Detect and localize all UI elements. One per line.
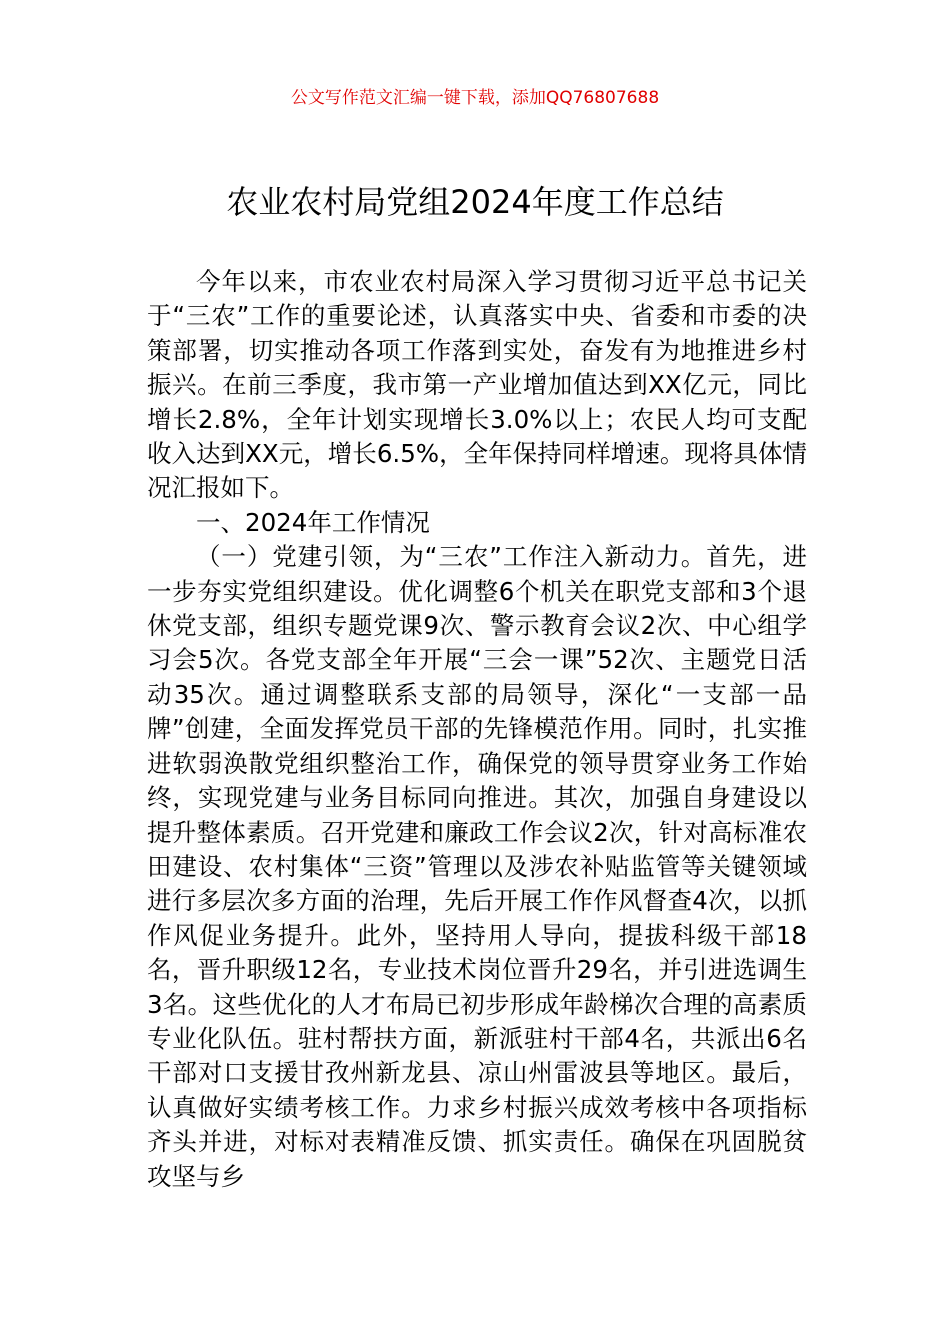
download-notice: 公文写作范文汇编一键下载，添加QQ76807688 bbox=[290, 88, 660, 108]
part-one-paragraph: （一）党建引领，为“三农”工作注入新动力。首先，进一步夯实党组织建设。优化调整6个机关在职党支部和3个退休党支部，组织专题党课9次、警示教育会议2次、中心组学习会5次。各党支部全年开展“三会一课”52次、主题党日活动35次。通过调整联系支部的局领导，深化“一支部一品牌”创建，全面发挥党员干部的先锋模范作用。同时，扎实推进软弱涣散党组织整治工作，确保党的领导贯穿业务工作始终，实现党建与业务目标同向推进。其次，加强自身建设以提升整体素质。召开党建和廉政工作会议2次，针对高标准农田建设、农村集体“三资”管理以及涉农补贴监管等关键领域进行多层次多方面的治理，先后开展工作作风督查4次，以抓作风促业务提升。此外，坚持用人导向，提拔科级干部18名，晋升职级12名，专业技术岗位晋升29名，并引进选调生3名。这些优化的人才布局已初步形成年龄梯次合理的高素质专业化队伍。驻村帮扶方面，新派驻村干部4名，共派出6名干部对口支援甘孜州新龙县、凉山州雷波县等地区。最后，认真做好实绩考核工作。力求乡村振兴成效考核中各项指标齐头并进，对标对表精准反馈、抓实责任。确保在巩固脱贫攻坚与乡 bbox=[147, 542, 807, 1191]
document-body bbox=[147, 265, 807, 1194]
section-heading: 一、2024年工作情况 bbox=[196, 507, 430, 537]
document-title: 农业农村局党组2024年度工作总结 bbox=[226, 183, 724, 221]
intro-paragraph: 今年以来，市农业农村局深入学习贯彻习近平总书记关于“三农”工作的重要论述，认真落实中央、省委和市委的决策部署，切实推动各项工作落到实处，奋发有为地推进乡村振兴。在前三季度，我市第一产业增加值达到XX亿元，同比增长2.8%，全年计划实现增长3.0%以上；农民人均可支配收入达到XX元，增长6.5%，全年保持同样增速。现将具体情况汇报如下。 bbox=[147, 267, 807, 503]
